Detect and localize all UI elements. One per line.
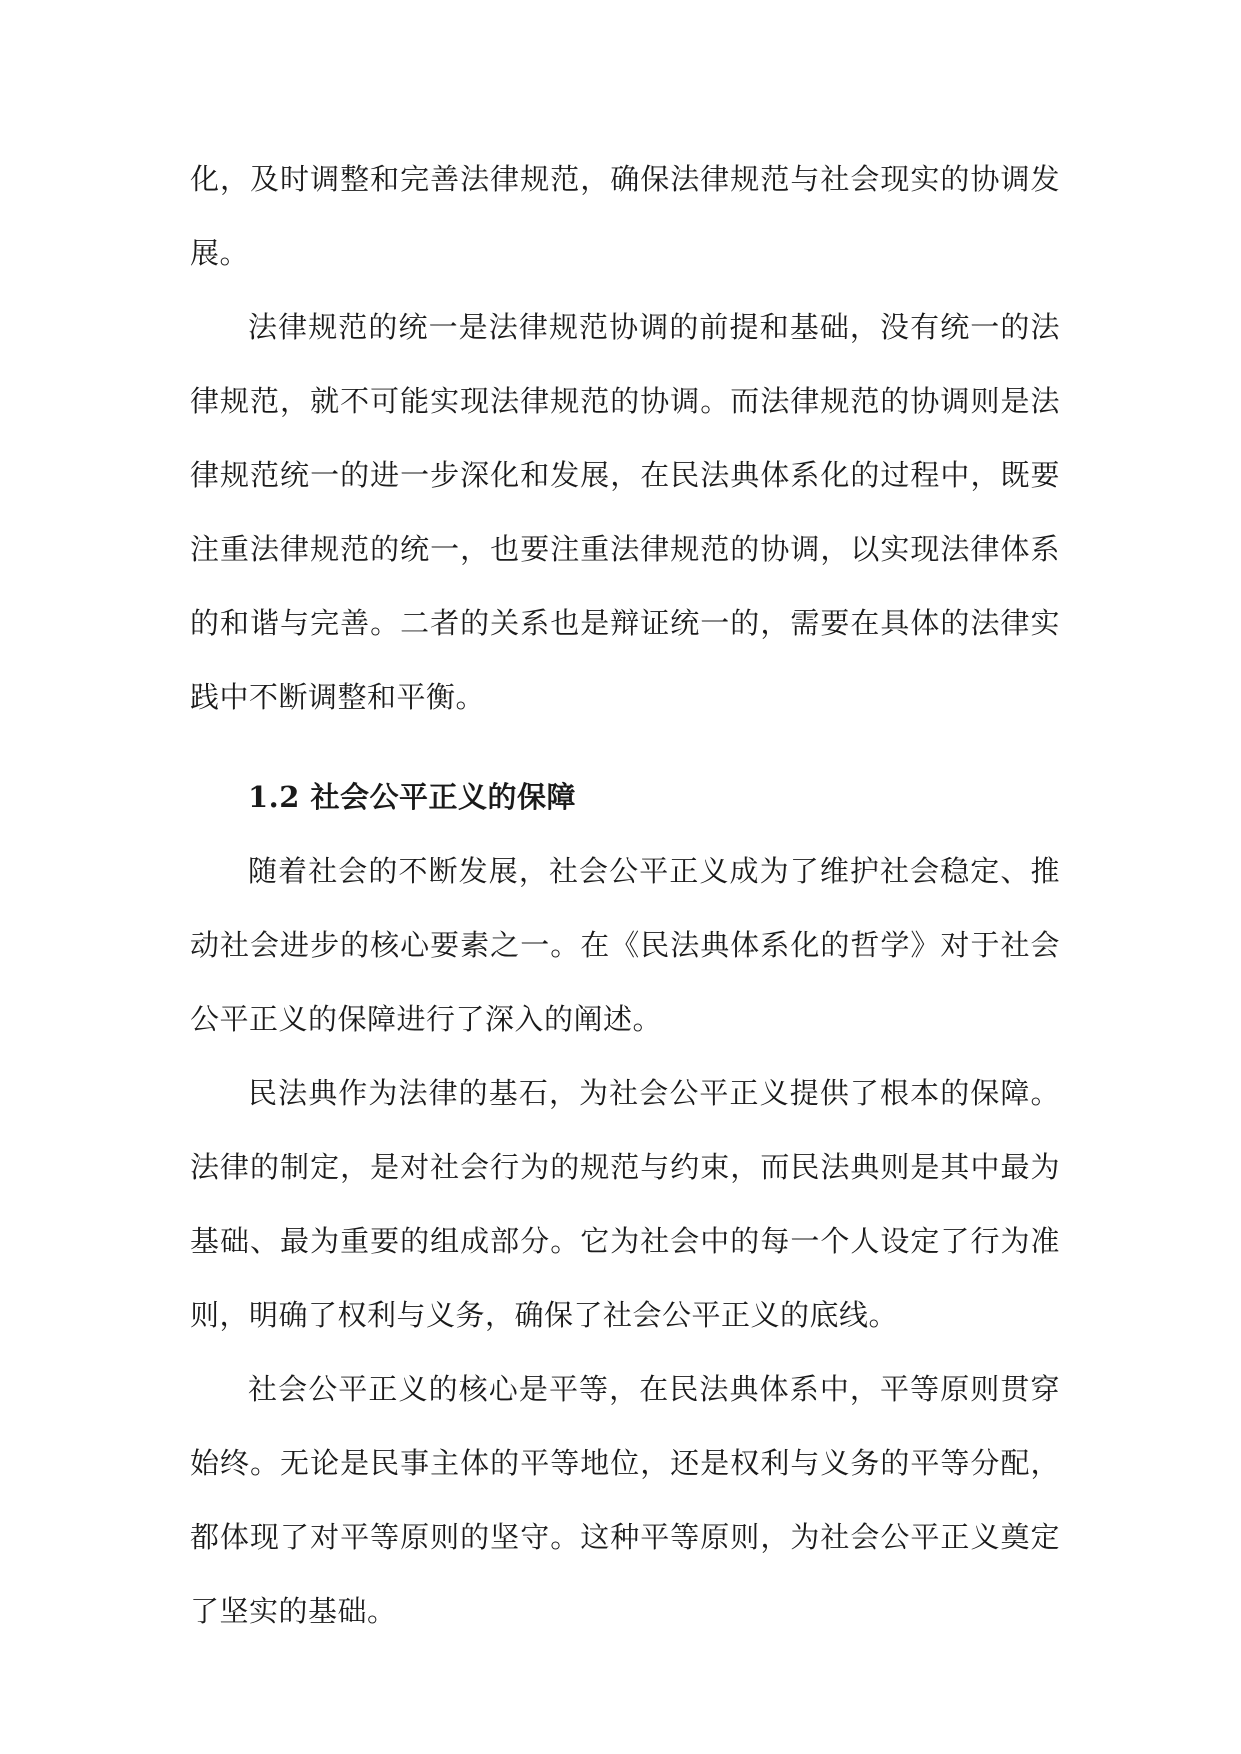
- paragraph-equality-principle: 社会公平正义的核心是平等，在民法典体系中，平等原则贯穿始终。无论是民事主体的平等地位，还是权利与义务的平等分配，都体现了对平等原则的坚守。这种平等原则，为社会公平正义奠定了坚实的基础。: [190, 1372, 1060, 1628]
- paragraph-social-justice-intro: 随着社会的不断发展，社会公平正义成为了维护社会稳定、推动社会进步的核心要素之一。在《民法典体系化的哲学》对于社会公平正义的保障进行了深入的阐述。: [190, 854, 1060, 1036]
- paragraph-unity-coordination: 法律规范的统一是法律规范协调的前提和基础，没有统一的法律规范，就不可能实现法律规范的协调。而法律规范的协调则是法律规范统一的进一步深化和发展，在民法典体系化的过程中，既要注重法律规范的统一，也要注重法律规范的协调，以实现法律体系的和谐与完善。二者的关系也是辩证统一的，需要在具体的法律实践中不断调整和平衡。: [190, 310, 1060, 714]
- paragraph-civil-code-foundation: 民法典作为法律的基石，为社会公平正义提供了根本的保障。法律的制定，是对社会行为的规范与约束，而民法典则是其中最为基础、最为重要的组成部分。它为社会中的每一个人设定了行为准则，明确了权利与义务，确保了社会公平正义的底线。: [190, 1076, 1060, 1332]
- section-heading: 1.2 社会公平正义的保障: [248, 780, 577, 814]
- paragraph-continued: 化，及时调整和完善法律规范，确保法律规范与社会现实的协调发展。: [190, 162, 1060, 270]
- body-text: [190, 142, 1060, 1648]
